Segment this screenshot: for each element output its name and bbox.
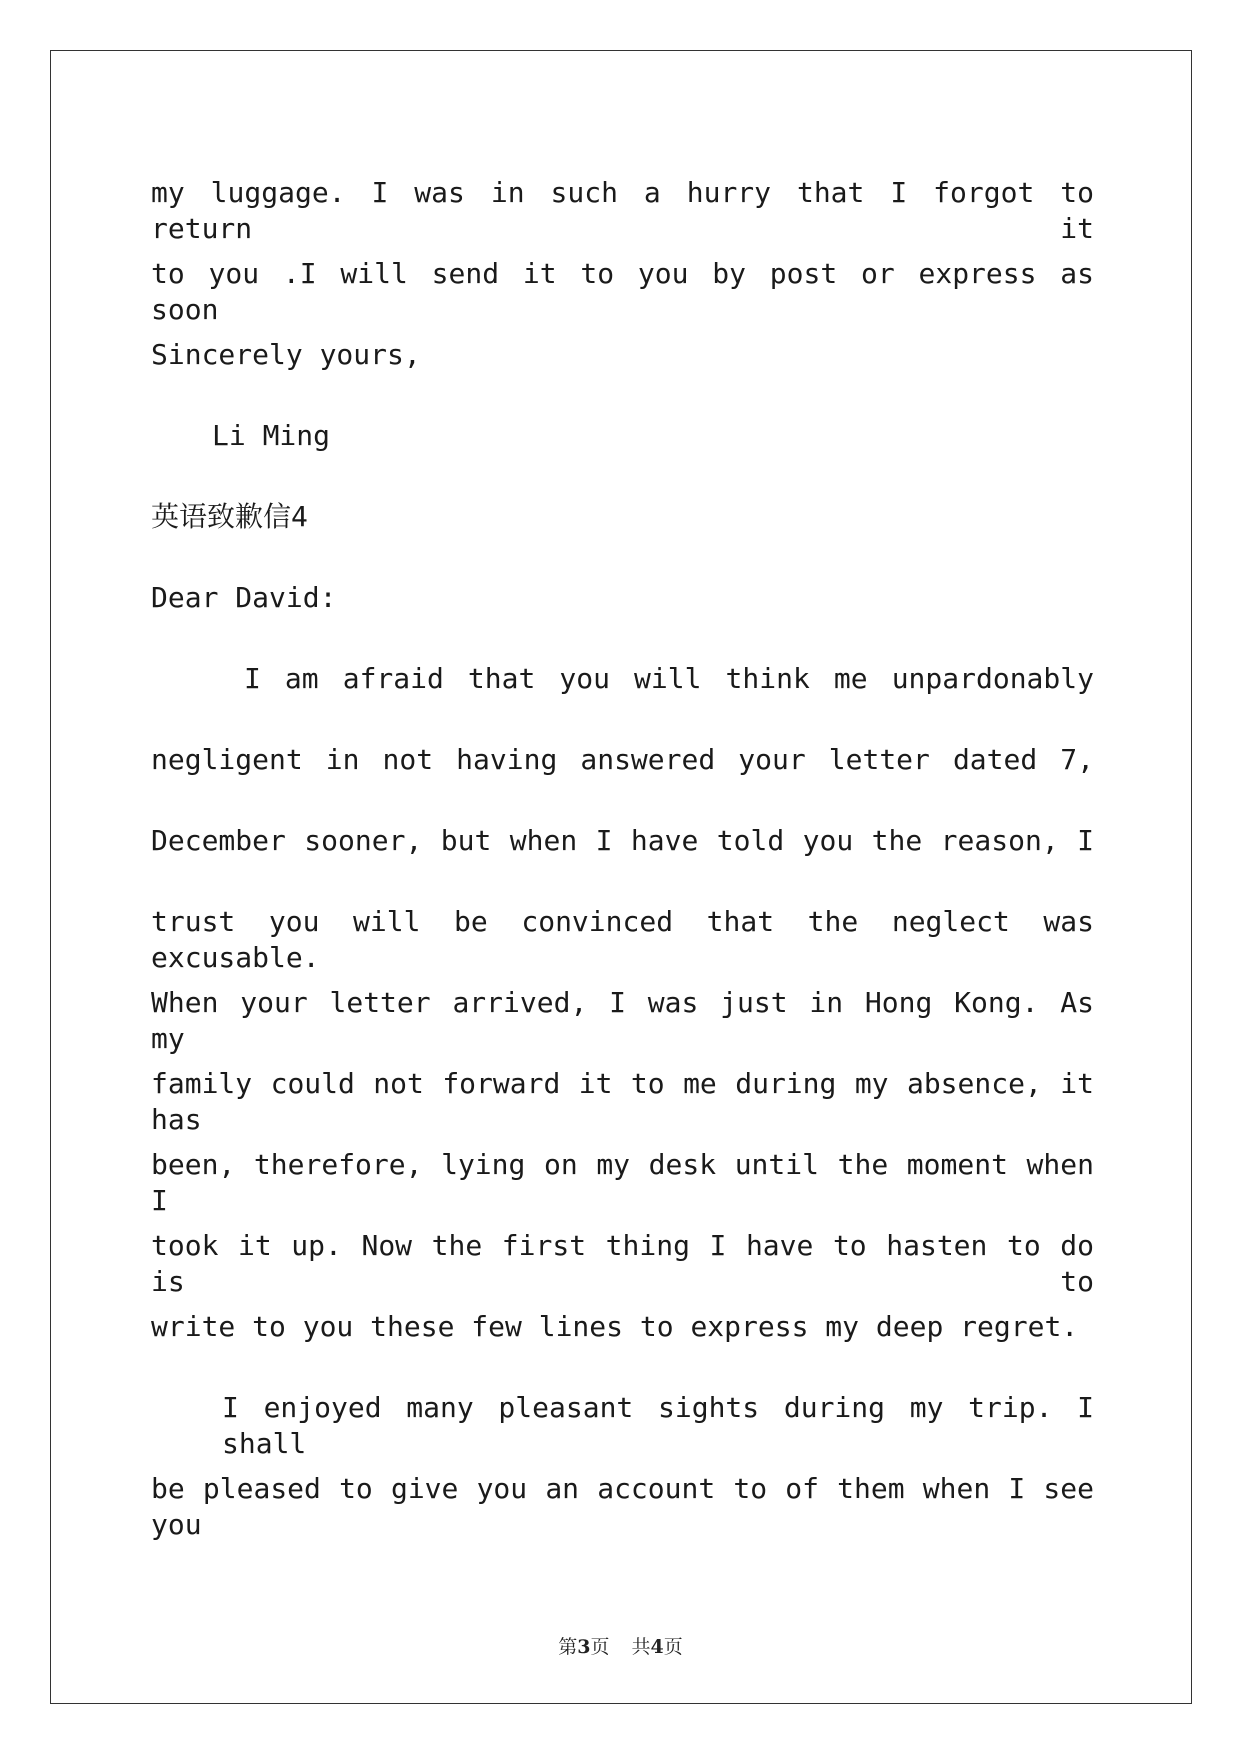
total-pages: 4 (650, 1636, 664, 1658)
signature-name: Li Ming (212, 419, 331, 452)
page-suffix: 页 (590, 1636, 610, 1658)
body-line: trust you will be convinced that the neglect was excusable. (151, 905, 1094, 974)
body-line: write to you these few lines to express my deep regret. (151, 1310, 1079, 1343)
section-heading: 英语致歉信4 (151, 500, 308, 533)
body-line: I am afraid that you will think me unpardonably (244, 662, 1094, 695)
total-suffix: 页 (663, 1636, 683, 1658)
body-line: When your letter arrived, I was just in Hong Kong. As my (151, 986, 1094, 1055)
body-line: I enjoyed many pleasant sights during my trip. I shall (222, 1391, 1094, 1460)
page-footer (0, 1632, 1241, 1659)
body-line: negligent in not having answered your letter dated 7, (151, 743, 1094, 776)
body-line: family could not forward it to me during my absence, it has (151, 1067, 1094, 1136)
body-line: December sooner, but when I have told you the reason, I (151, 824, 1094, 857)
salutation: Dear David: (151, 581, 337, 614)
body-line: took it up. Now the first thing I have to hasten to do is to (151, 1229, 1094, 1298)
page-number: 3 (577, 1636, 591, 1658)
total-prefix: 共 (631, 1636, 651, 1658)
body-line: to you .I will send it to you by post or express as soon (151, 257, 1094, 326)
page-prefix: 第 (558, 1636, 578, 1658)
closing-line: Sincerely yours, (151, 338, 421, 371)
body-line: my luggage. I was in such a hurry that I forgot to return it (151, 176, 1094, 245)
body-line: been, therefore, lying on my desk until the moment when I (151, 1148, 1094, 1217)
body-line: be pleased to give you an account to of them when I see you (151, 1472, 1094, 1541)
